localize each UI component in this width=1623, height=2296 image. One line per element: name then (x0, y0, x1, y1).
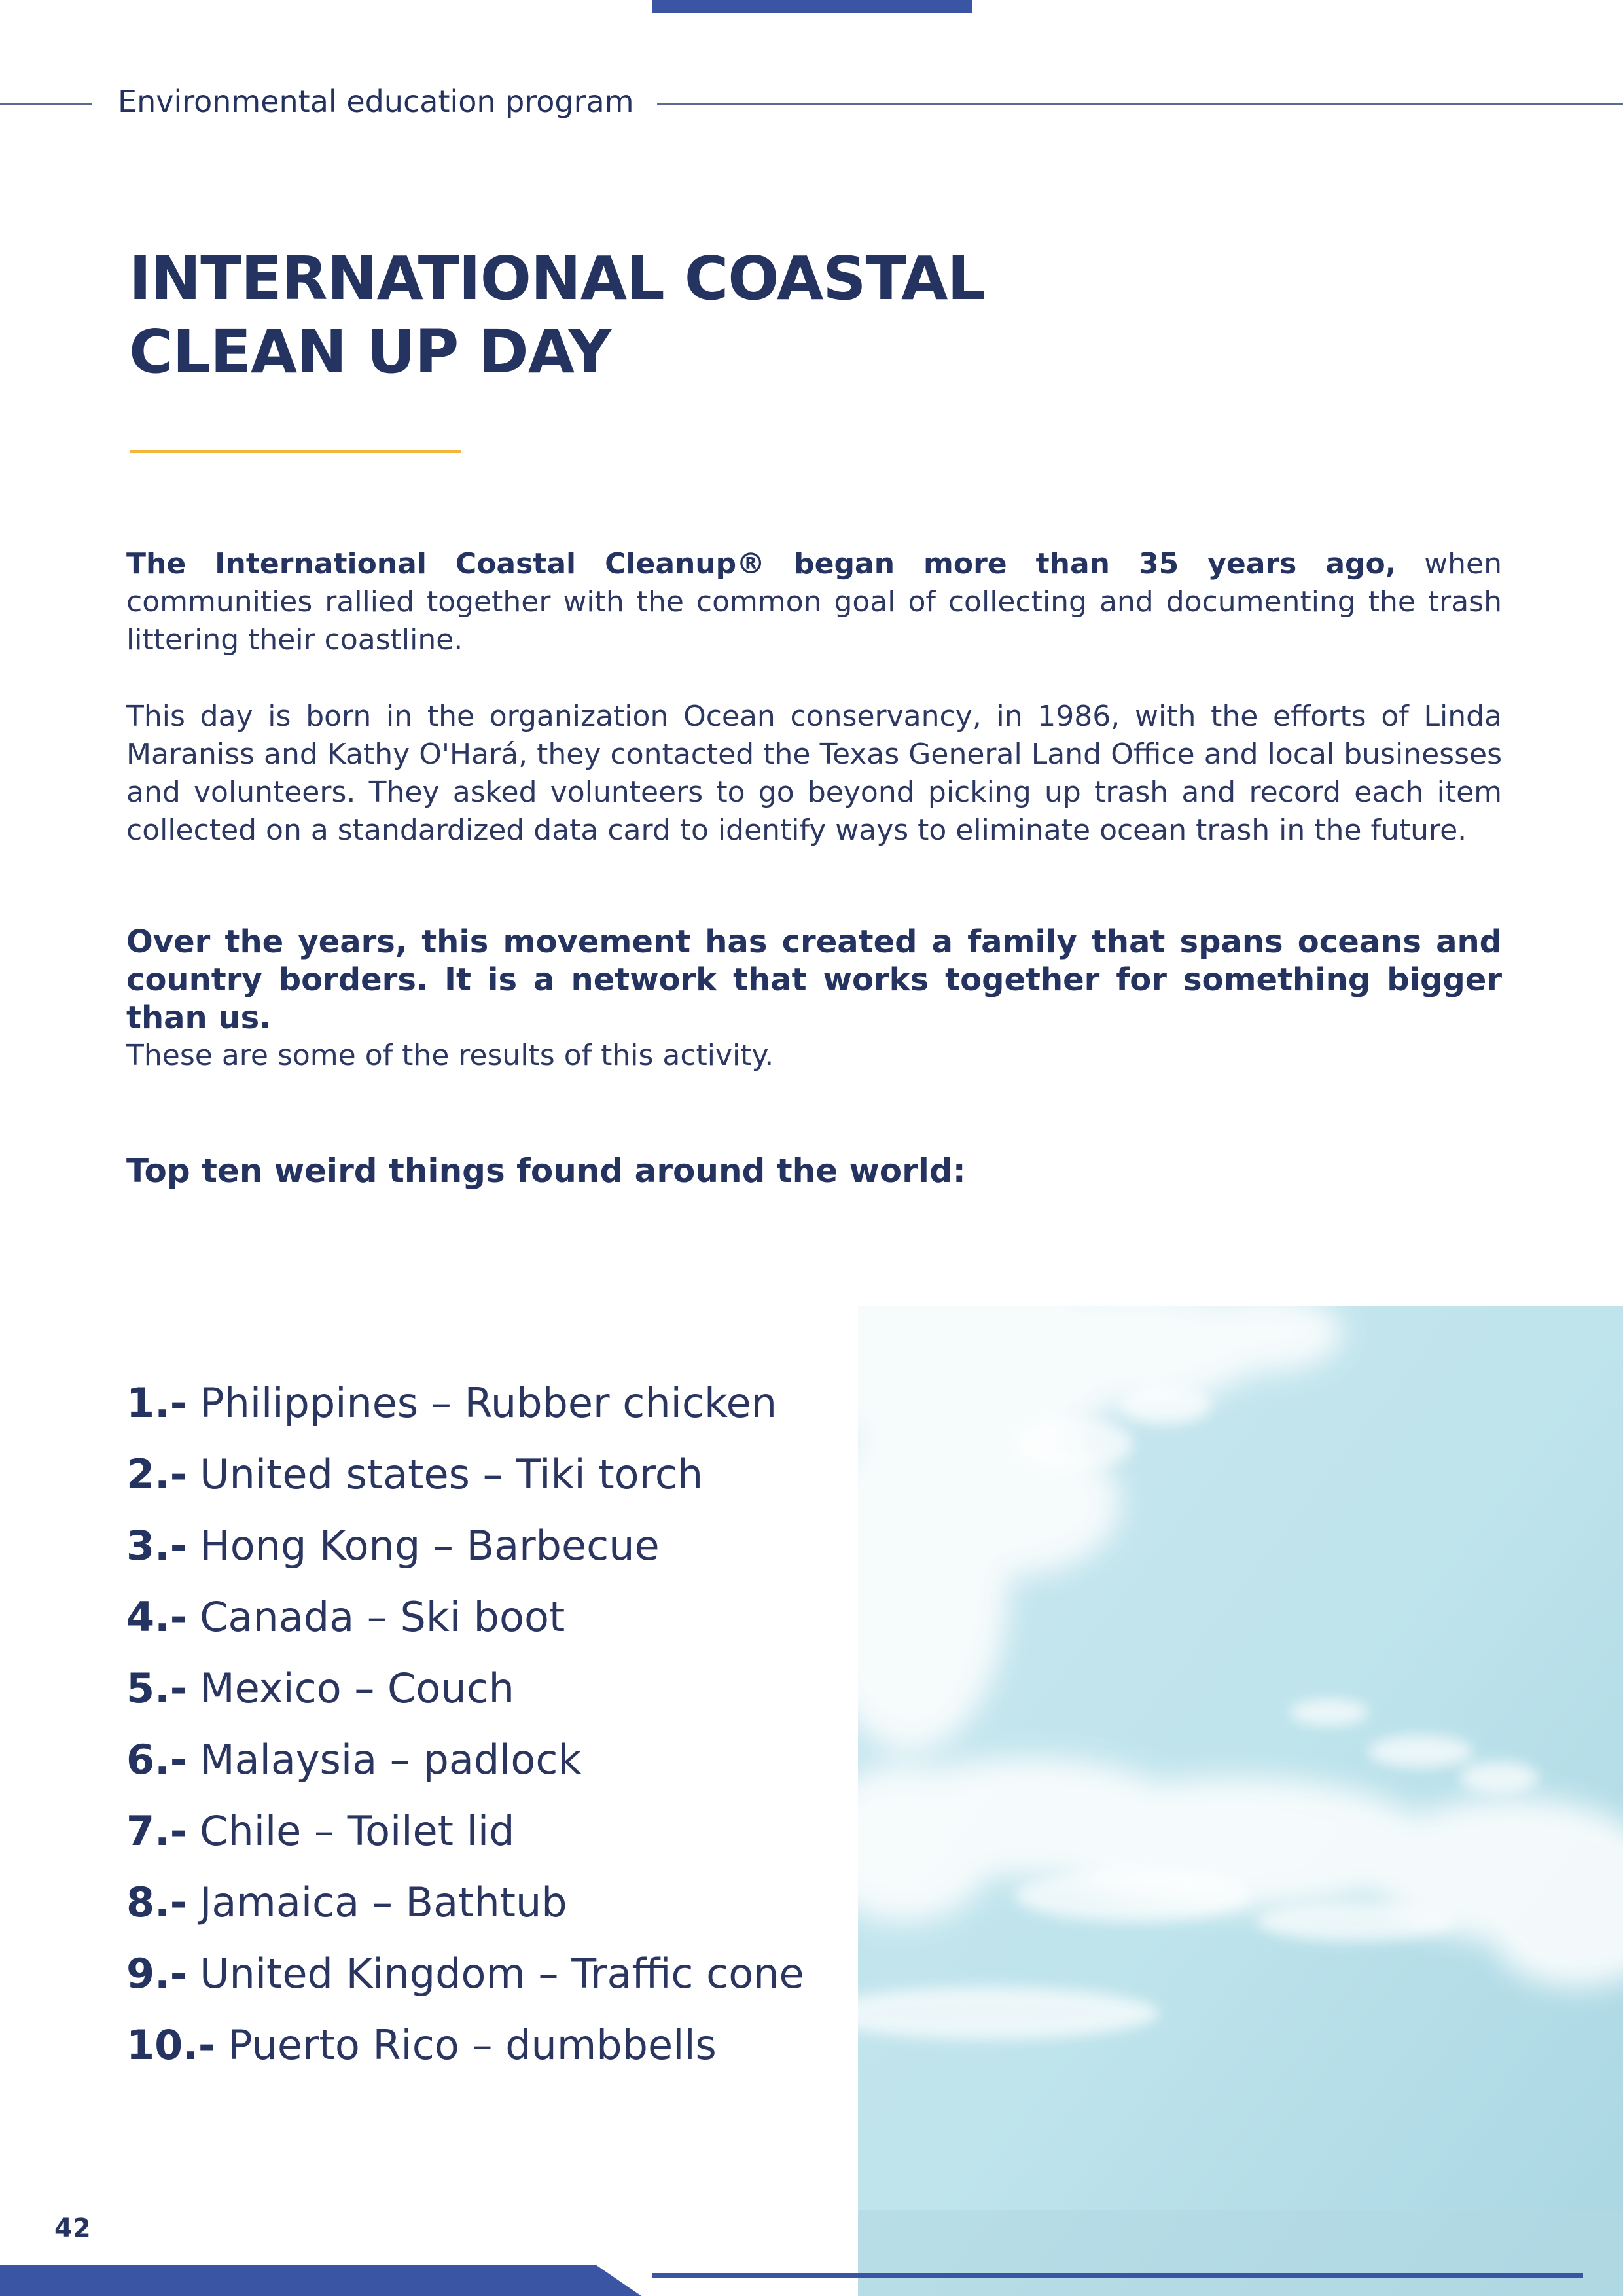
list-item (126, 2013, 804, 2084)
list-item-text: Chile – Toilet lid (187, 1807, 515, 1855)
title-line-1: INTERNATIONAL COASTAL (129, 243, 985, 314)
list-item-text: Hong Kong – Barbecue (187, 1522, 660, 1570)
list-item-number: 6.- (126, 1736, 187, 1784)
list-item (126, 1656, 804, 1727)
list-item (126, 1513, 804, 1585)
page-title (129, 242, 985, 389)
page-number: 42 (54, 2214, 91, 2244)
title-line-2: CLEAN UP DAY (129, 317, 611, 387)
list-item-number: 1.- (126, 1379, 187, 1427)
history-paragraph: This day is born in the organization Ocean conservancy, in 1986, with the efforts of Linda Maraniss and Kathy O'Hará, they contacted the Texas General Land Office and local businesses and volunteers. They asked volunteers to go beyond picking up trash and record each item collected on a standardized data card to identify ways to eliminate ocean trash in the future. (126, 700, 1502, 847)
footer-accent-bar (0, 2265, 641, 2296)
list-item-text: Mexico – Couch (187, 1664, 514, 1712)
header-rule-right (657, 103, 1623, 105)
list-item (126, 1585, 804, 1656)
list-item-text: Puerto Rico – dumbbells (215, 2021, 717, 2069)
list-item-text: United states – Tiki torch (187, 1450, 704, 1498)
program-label: Environmental education program (118, 84, 634, 119)
list-item-number: 7.- (126, 1807, 187, 1855)
footer-rule (652, 2273, 1583, 2278)
list-item-text: United Kingdom – Traffic cone (187, 1950, 804, 1998)
list-item-number: 3.- (126, 1522, 187, 1570)
title-underline (130, 450, 461, 453)
list-heading: Top ten weird things found around the world: (126, 1152, 966, 1190)
list-item-number: 10.- (126, 2021, 215, 2069)
list-item-text: Malaysia – padlock (187, 1736, 582, 1784)
list-item-text: Philippines – Rubber chicken (187, 1379, 777, 1427)
top-accent-tab (652, 0, 972, 13)
intro-text: when communities rallied together with the common goal of collecting and documenting the trash littering their coastline. (126, 547, 1502, 656)
list-item (126, 1941, 804, 2013)
list-item (126, 1799, 804, 1870)
list-item (126, 1442, 804, 1513)
movement-paragraph: Over the years, this movement has created a family that spans oceans and country borders. It is a network that works together for something bigger than us. (126, 924, 1502, 1036)
intro-bold-lead: The International Coastal Cleanup® began more than 35 years ago, (126, 547, 1397, 581)
list-item (126, 1727, 804, 1799)
header-rule-left (0, 103, 92, 105)
list-item-number: 4.- (126, 1593, 187, 1641)
list-item-number: 9.- (126, 1950, 187, 1998)
sky-photo (858, 1306, 1623, 2296)
results-intro: These are some of the results of this activity. (126, 1039, 774, 1072)
list-item-number: 8.- (126, 1878, 187, 1926)
list-item-text: Jamaica – Bathtub (187, 1878, 567, 1926)
list-item-number: 2.- (126, 1450, 187, 1498)
list-item (126, 1870, 804, 1941)
top-ten-list (126, 1371, 804, 2084)
list-item-text: Canada – Ski boot (187, 1593, 565, 1641)
list-item (126, 1371, 804, 1442)
intro-paragraph (126, 545, 1502, 659)
list-item-number: 5.- (126, 1664, 187, 1712)
